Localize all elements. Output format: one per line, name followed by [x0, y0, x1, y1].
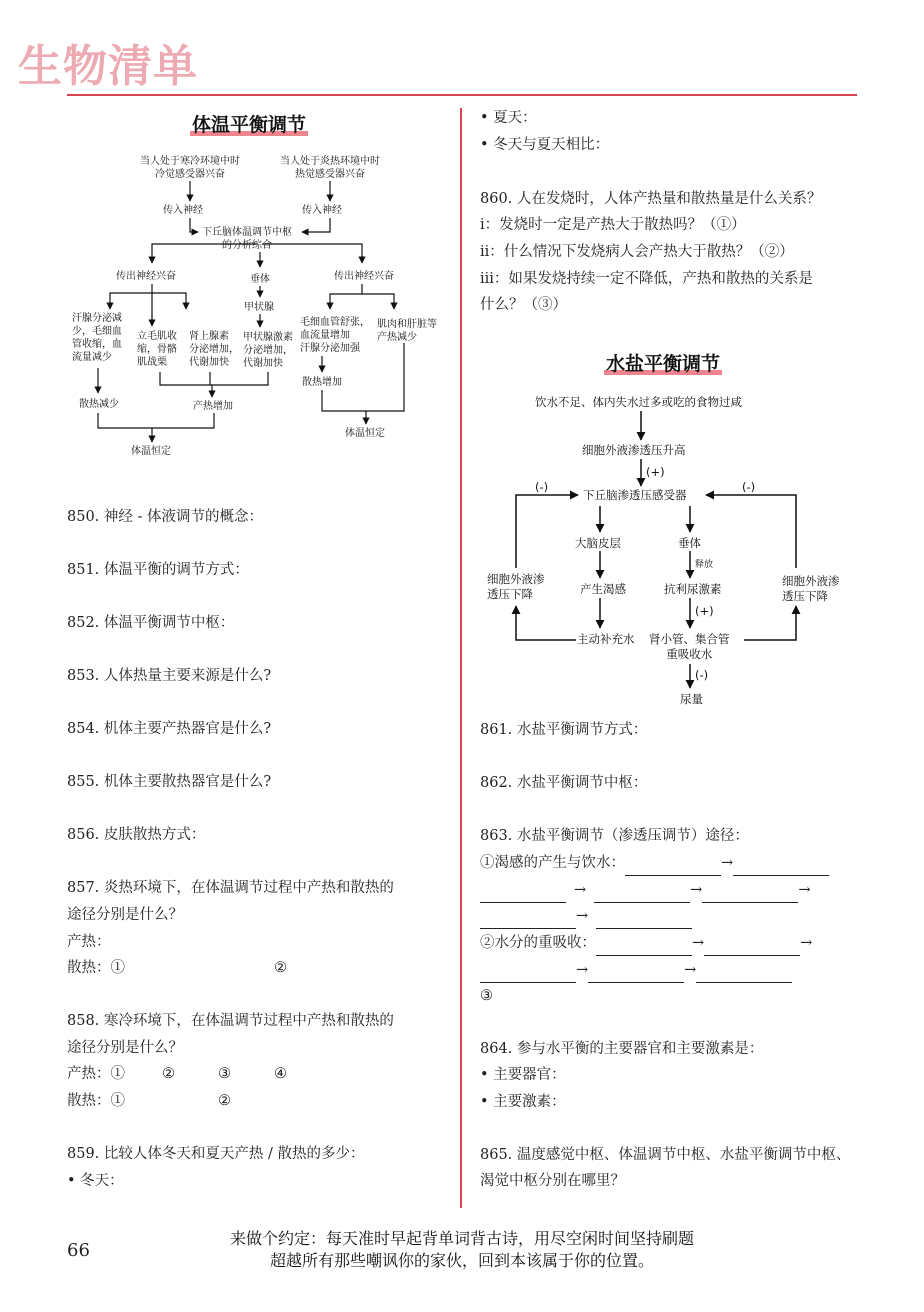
- kidney-reabsorb-node: [649, 632, 730, 662]
- node-line: 肾小管、集合管: [649, 632, 730, 646]
- plus-sign-2: (+): [695, 604, 714, 618]
- arrow-icon: →: [800, 935, 813, 951]
- arrow-icon: →: [798, 882, 811, 898]
- minus-sign-left: (-): [535, 480, 549, 494]
- question-858-loss-2: ②: [218, 1093, 231, 1109]
- question-853: 853. 人体热量主要来源是什么?: [67, 668, 272, 684]
- question-865-line1: 865. 温度感觉中枢、体温调节中枢、水盐平衡调节中枢、: [480, 1147, 851, 1163]
- afferent-nerve-left: 传入神经: [163, 205, 203, 216]
- node-line: 流量减少: [72, 352, 112, 363]
- node-line: 汗腺分泌加强: [300, 343, 360, 354]
- cerebral-cortex-node: 大脑皮层: [575, 536, 621, 550]
- node-line: 毛细血管舒张，: [300, 317, 370, 328]
- question-862: 862. 水盐平衡调节中枢：: [480, 775, 648, 791]
- question-865-line2: 渴觉中枢分别在哪里？: [480, 1173, 625, 1189]
- node-line: 血流量增加: [300, 330, 350, 341]
- urine-node: 尿量: [680, 692, 703, 706]
- arrow-icon: →: [576, 908, 589, 924]
- efferent-nerve-left: 传出神经兴奋: [116, 271, 176, 282]
- drink-water-node: 主动补充水: [577, 632, 635, 646]
- answer-blank[interactable]: [696, 966, 792, 983]
- q863-row4: [480, 930, 812, 956]
- question-857-line2: 途径分别是什么？: [67, 907, 183, 923]
- footer-line-2: 超越所有那些嘲讽你的家伙，回到本该属于你的位置。: [269, 1251, 654, 1270]
- pituitary-node: 垂体: [678, 536, 701, 550]
- arrow-icon: →: [574, 882, 587, 898]
- water-title-text: 水盐平衡调节: [606, 353, 721, 375]
- minus-sign-right: (-): [742, 480, 756, 494]
- summer-bullet: • 夏天：: [480, 110, 537, 126]
- node-line: 管收缩，血: [72, 339, 122, 350]
- node-line: 热觉感受器兴奋: [295, 169, 365, 180]
- node-line: 代谢加快: [243, 358, 283, 369]
- thirst-node: 产生渴感: [580, 582, 626, 596]
- pituitary-node: 垂体: [250, 274, 270, 285]
- question-859: 859. 比较人体冬天和夏天产热 / 散热的多少：: [67, 1146, 365, 1162]
- question-858-line1: 858. 寒冷环境下，在体温调节过程中产热和散热的: [67, 1013, 394, 1029]
- minus-sign-3: (-): [695, 668, 709, 682]
- brand-title: 生物清单: [18, 41, 198, 92]
- node-line: 分泌增加，: [189, 344, 239, 355]
- question-864-organ: • 主要器官：: [480, 1067, 566, 1083]
- node-line: 透压下降: [487, 587, 533, 601]
- arrow-icon: →: [684, 962, 697, 978]
- answer-blank[interactable]: [704, 939, 800, 956]
- node-line: 的分析综合: [222, 240, 272, 251]
- node-line: 肾上腺素: [189, 331, 229, 342]
- page-number: 66: [67, 1240, 90, 1261]
- question-858-production-3: ③: [218, 1066, 231, 1082]
- node-line: 冷觉感受器兴奋: [155, 169, 225, 180]
- question-864: 864. 参与水平衡的主要器官和主要激素是：: [480, 1041, 764, 1057]
- question-860: 860. 人在发烧时，人体产热量和散热量是什么关系？: [480, 191, 822, 207]
- answer-blank[interactable]: [596, 939, 692, 956]
- question-850: 850. 神经 - 体液调节的概念：: [67, 509, 264, 525]
- node-line: 当人处于寒冷环境中时: [140, 156, 240, 167]
- question-858-loss: 散热：①: [67, 1093, 125, 1109]
- question-858-production-2: ②: [162, 1066, 175, 1082]
- q863-row3: [480, 903, 692, 929]
- question-852: 852. 体温平衡调节中枢：: [67, 615, 235, 631]
- node-line: 甲状腺激素: [243, 332, 293, 343]
- osmolality-up-node: 细胞外液渗透压升高: [582, 443, 686, 457]
- compare-bullet: • 冬天与夏天相比：: [480, 137, 610, 153]
- water-trigger-node: 饮水不足、体内失水过多或吃的食物过咸: [535, 395, 742, 409]
- question-863: 863. 水盐平衡调节（渗透压调节）途径：: [480, 828, 749, 844]
- node-line: 重吸收水: [666, 647, 713, 661]
- node-line: 肌战栗: [137, 357, 167, 368]
- node-line: 汗腺分泌减: [72, 313, 122, 324]
- efferent-nerve-right: 传出神经兴奋: [334, 271, 394, 282]
- question-854: 854. 机体主要产热器官是什么?: [67, 721, 272, 737]
- node-line: 细胞外液渗: [782, 574, 840, 588]
- arrow-icon: →: [690, 882, 703, 898]
- node-line: 细胞外液渗: [487, 572, 545, 586]
- node-line: 少，毛细血: [72, 326, 122, 337]
- node-line: 透压下降: [782, 589, 828, 603]
- q863-row2: [480, 877, 810, 903]
- footer-motto: [0, 1228, 924, 1272]
- osmolality-down-left: [487, 572, 545, 602]
- question-864-hormone: • 主要激素：: [480, 1094, 566, 1110]
- question-860-ii: ii：什么情况下发烧病人会产热大于散热？（②）: [480, 244, 794, 260]
- question-859-winter: • 冬天：: [67, 1173, 124, 1189]
- answer-blank[interactable]: [733, 859, 829, 876]
- node-line: 下丘脑体温调节中枢: [202, 227, 292, 238]
- arrow-icon: →: [692, 935, 705, 951]
- footer-line-1: 来做个约定：每天准时早起背单词背古诗，用尽空闲时间坚持刷题: [229, 1229, 694, 1248]
- afferent-nerve-right: 传入神经: [302, 205, 342, 216]
- q863-reabsorb-label: ②水分的重吸收：: [480, 935, 596, 951]
- answer-blank[interactable]: [480, 886, 566, 903]
- question-851: 851. 体温平衡的调节方式：: [67, 562, 249, 578]
- question-860-iii-line2: 什么？（③）: [480, 297, 567, 313]
- question-860-i: i：发烧时一定是产热大于散热吗？（①）: [480, 217, 746, 233]
- thermo-title-text: 体温平衡调节: [192, 114, 307, 136]
- node-line: 肌肉和肝脏等: [377, 319, 437, 330]
- osmolality-down-right: [782, 574, 840, 604]
- answer-blank[interactable]: [480, 912, 576, 929]
- question-857-production: 产热：: [67, 934, 111, 950]
- question-860-iii-line1: iii：如果发烧持续一定不降低，产热和散热的关系是: [480, 271, 813, 287]
- node-line: 当人处于炎热环境中时: [280, 156, 380, 167]
- release-label: 释放: [695, 560, 714, 570]
- node-line: 代谢加快: [189, 357, 229, 368]
- q863-row5: [480, 957, 792, 983]
- heat-loss-reduce-node: 散热减少: [79, 399, 119, 410]
- question-858-production: 产热：①: [67, 1066, 125, 1082]
- q863-row6: ③: [480, 988, 493, 1004]
- question-861: 861. 水盐平衡调节方式：: [480, 722, 648, 738]
- q863-thirst-label: ①渴感的产生与饮水：: [480, 855, 625, 871]
- node-line: 缩，骨骼: [137, 344, 177, 355]
- question-858-production-4: ④: [274, 1066, 287, 1082]
- question-857-loss-2: ②: [274, 960, 287, 976]
- stable-temp-left: 体温恒定: [131, 446, 171, 457]
- answer-blank[interactable]: [594, 886, 690, 903]
- answer-blank[interactable]: [588, 966, 684, 983]
- thyroid-node: 甲状腺: [244, 302, 274, 313]
- heat-production-up-node: 产热增加: [193, 401, 233, 412]
- arrow-icon: →: [576, 962, 589, 978]
- osmoreceptor-node: 下丘脑渗透压感受器: [583, 488, 687, 502]
- answer-blank[interactable]: [625, 859, 721, 876]
- heat-loss-up-node: 散热增加: [302, 377, 342, 388]
- node-line: 产热减少: [377, 332, 417, 343]
- question-857-loss: 散热：①: [67, 960, 125, 976]
- question-856: 856. 皮肤散热方式：: [67, 827, 206, 843]
- question-858-line2: 途径分别是什么？: [67, 1040, 183, 1056]
- node-line: 分泌增加，: [243, 345, 293, 356]
- stable-temp-right: 体温恒定: [345, 428, 385, 439]
- node-line: 立毛肌收: [137, 331, 177, 342]
- answer-blank[interactable]: [596, 912, 692, 929]
- q863-row1: [480, 850, 829, 876]
- question-855: 855. 机体主要散热器官是什么?: [67, 774, 272, 790]
- answer-blank[interactable]: [702, 886, 798, 903]
- question-857-line1: 857. 炎热环境下，在体温调节过程中产热和散热的: [67, 880, 394, 896]
- adh-node: 抗利尿激素: [664, 582, 722, 596]
- arrow-icon: →: [721, 855, 734, 871]
- plus-sign-1: (+): [646, 465, 665, 479]
- answer-blank[interactable]: [480, 966, 576, 983]
